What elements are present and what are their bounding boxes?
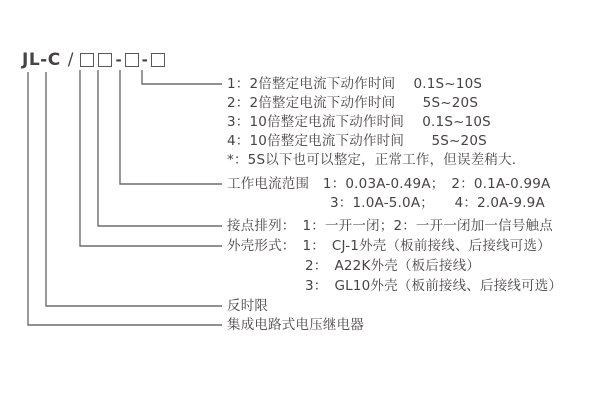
- slash-separator: /: [67, 50, 74, 70]
- connector-contact-arrangement: [98, 70, 222, 226]
- dash-separator-1: -: [115, 51, 122, 69]
- label-action-time-2: 2：2倍整定电流下动作时间 5S~20S: [227, 95, 479, 111]
- label-contact-arrangement: 接点排列： 1：一开一闭；2：一开一闭加一信号触点: [227, 218, 553, 234]
- dash-separator-2: -: [141, 51, 148, 69]
- label-action-time-note: *：5S以下也可以整定，正常工作，但误差稍大.: [227, 152, 517, 168]
- label-action-time-1: 1：2倍整定电流下动作时间 0.1S~10S: [227, 76, 483, 92]
- connector-case-type: [80, 70, 222, 246]
- label-current-range-line1: 工作电流范围 1：0.03A-0.49A； 2：0.1A-0.99A: [227, 176, 551, 192]
- label-current-range-line2: 3：1.0A-5.0A； 4：2.0A-9.9A: [330, 195, 545, 211]
- placeholder-box-3: [125, 53, 139, 67]
- connector-action-time: [142, 70, 222, 84]
- model-code: [22, 51, 165, 69]
- label-action-time-3: 3：10倍整定电流下动作时间 0.1S~10S: [227, 114, 491, 130]
- placeholder-box-4: [151, 53, 165, 67]
- connector-current-range: [120, 70, 222, 184]
- label-action-time-4: 4：10倍整定电流下动作时间 5S~20S: [227, 133, 487, 149]
- label-case-type-line1: 外壳形式： 1： CJ-1外壳（板前接线、后接线可选）: [227, 238, 551, 254]
- connector-relay-type: [28, 72, 222, 325]
- placeholder-box-2: [98, 53, 112, 67]
- label-inverse-time: 反时限: [227, 298, 269, 314]
- placeholder-box-1: [80, 53, 94, 67]
- label-case-type-line2: 2： A22K外壳（板后接线）: [305, 258, 481, 274]
- connector-inverse-time: [46, 72, 222, 306]
- label-case-type-line3: 3： GL10外壳（板前接线、后接线可选）: [305, 278, 563, 294]
- label-relay-type: 集成电路式电压继电器: [227, 317, 364, 333]
- series-label: JL-C: [22, 50, 61, 70]
